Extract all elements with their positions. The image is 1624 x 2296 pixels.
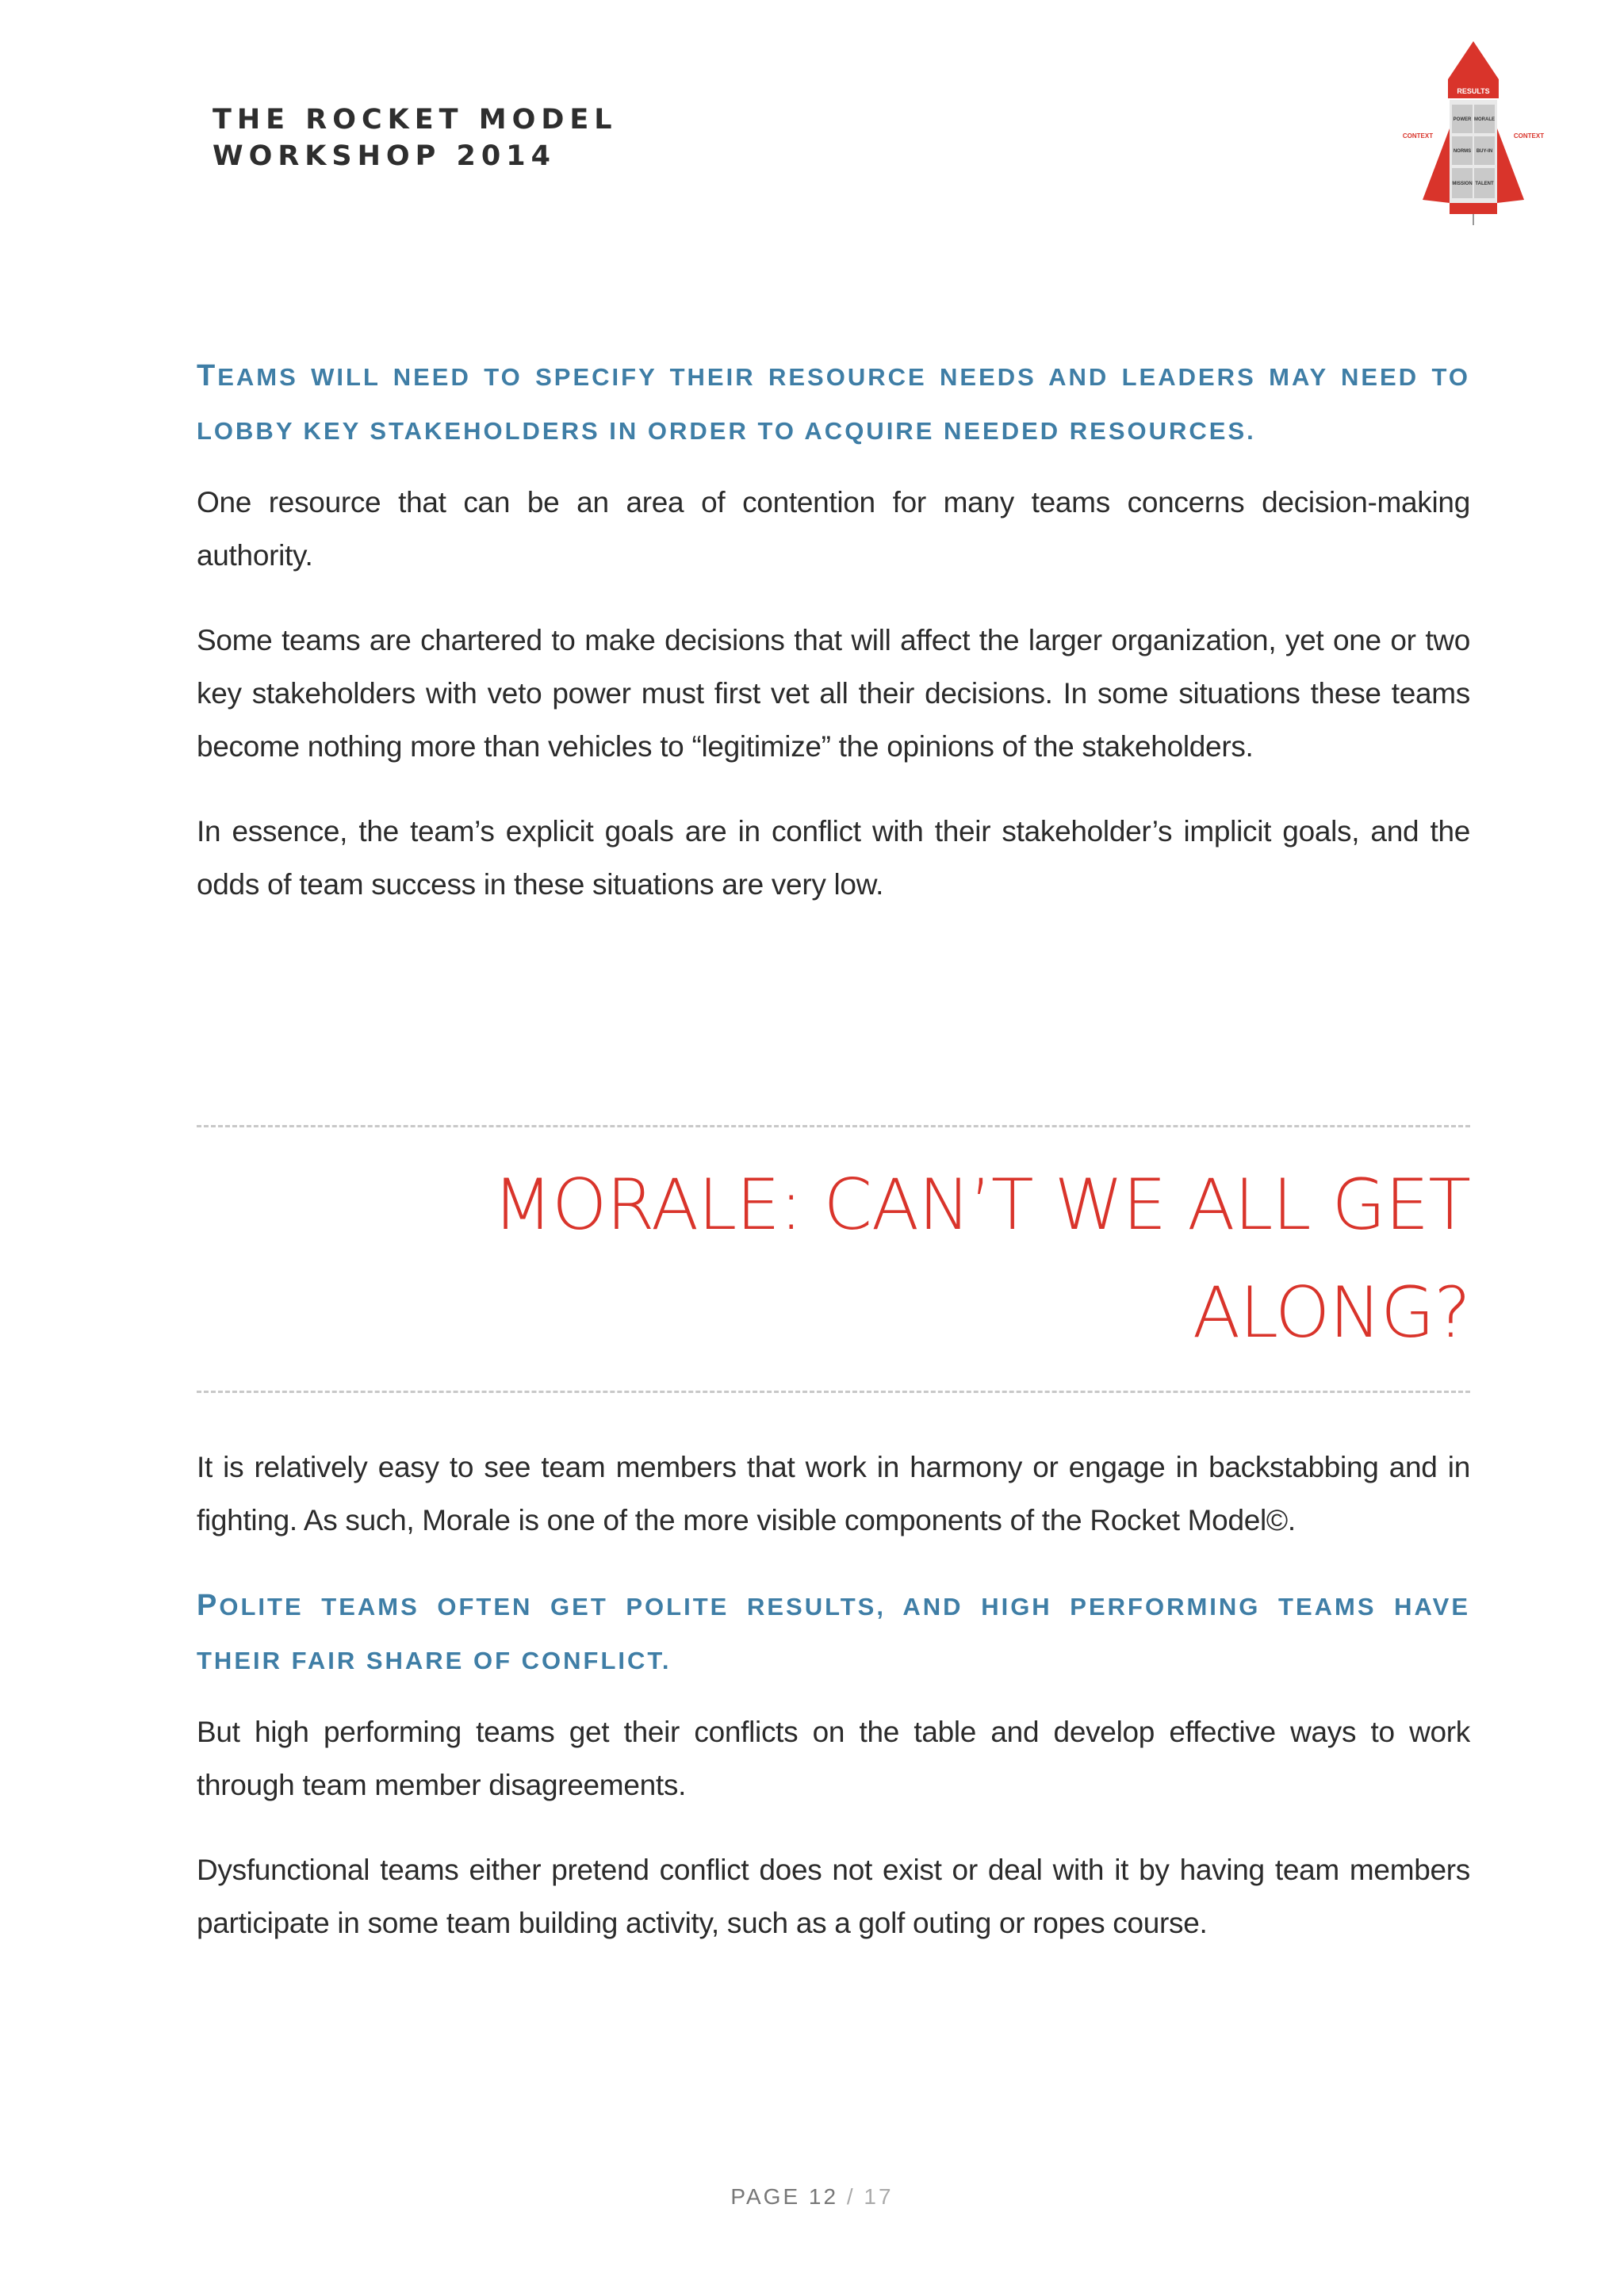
- logo-cell-morale: MORALE: [1474, 117, 1495, 122]
- paragraph: But high performing teams get their conflicts on the table and develop effective ways to work through team member disagreements.: [197, 1716, 1470, 1801]
- page-separator: /: [846, 2184, 856, 2209]
- callout-conflict: [197, 1578, 1470, 1688]
- logo-results-label: RESULTS: [1457, 87, 1490, 95]
- paragraph: It is relatively easy to see team members that work in harmony or engage in backstabbing and in fighting. As such, Morale is one of the more visible components of the Rocket Model©.: [197, 1451, 1470, 1536]
- callout-lead-letter: P: [197, 1589, 220, 1622]
- logo-cell-buy-in: BUY-IN: [1476, 149, 1493, 154]
- logo-cell-mission: MISSION: [1452, 182, 1473, 186]
- page-total: 17: [864, 2184, 894, 2209]
- section-heading: [197, 1151, 1470, 1367]
- page-content: [197, 349, 1470, 1981]
- logo-context-left: CONTEXT: [1402, 132, 1434, 140]
- section-heading-line-2: ALONG?: [1192, 1272, 1470, 1353]
- logo-cell-norms: NORMS: [1453, 149, 1472, 154]
- section-heading-box: [197, 1125, 1470, 1393]
- logo-context-right: CONTEXT: [1513, 132, 1545, 140]
- title-line-1: THE ROCKET MODEL: [213, 104, 618, 136]
- section-heading-line-1: MORALE: CAN’T WE ALL GET: [492, 1164, 1470, 1246]
- paragraph: In essence, the team’s explicit goals are in conflict with their stakeholder’s implicit goals, and the odds of team success in these situations are very low.: [197, 815, 1470, 901]
- paragraph: Some teams are chartered to make decisions that will affect the larger organization, yet one or two key stakeholders with veto power must first vet all their decisions. In some situations these teams become nothing more than vehicles to “legitimize” the opinions of the stakeholders.: [197, 624, 1470, 763]
- logo-cell-talent: TALENT: [1475, 182, 1494, 186]
- title-line-2: WORKSHOP 2014: [213, 140, 556, 172]
- page-number: [0, 2184, 1624, 2210]
- rocket-model-icon: [1386, 41, 1561, 232]
- page-current: 12: [808, 2184, 839, 2209]
- document-title: [213, 101, 618, 174]
- callout-resources: [197, 349, 1470, 458]
- page-label: PAGE: [730, 2184, 801, 2209]
- callout-text: OLITE TEAMS OFTEN GET POLITE RESULTS, AND HIGH PERFORMING TEAMS HAVE THEIR FAIR SHARE OF CONFLICT.: [197, 1593, 1470, 1674]
- callout-lead-letter: T: [197, 359, 218, 392]
- callout-text: EAMS WILL NEED TO SPECIFY THEIR RESOURCE NEEDS AND LEADERS MAY NEED TO LOBBY KEY STAKEHOLDERS IN ORDER TO ACQUIRE NEEDED RESOURCES.: [197, 363, 1470, 445]
- paragraph: One resource that can be an area of contention for many teams concerns decision-making authority.: [197, 486, 1470, 572]
- logo-cell-power: POWER: [1453, 117, 1472, 122]
- paragraph: Dysfunctional teams either pretend conflict does not exist or deal with it by having team members participate in some team building activity, such as a golf outing or ropes course.: [197, 1854, 1470, 1939]
